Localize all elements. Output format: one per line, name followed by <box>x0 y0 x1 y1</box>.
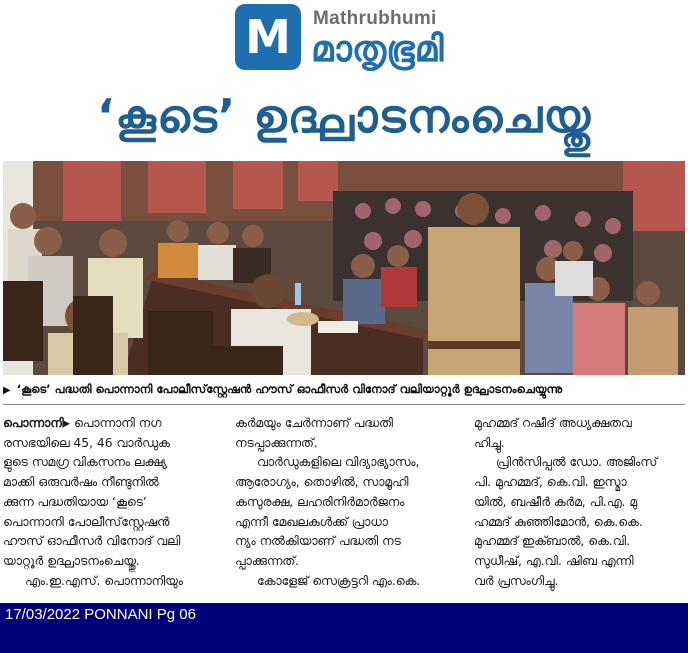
column-line: ക്കുന്ന പദ്ധതിയായ ‘കൂടെ’ <box>3 494 147 509</box>
photo-caption <box>3 381 685 399</box>
caption-text: ‘കൂടെ’ പദ്ധതി പൊന്നാനി പോലീസ്‌സ്റ്റേഷൻ ഹൗസ് ഓഫീസർ വിനോദ് വലിയാറ്റൂർ ഉദ്ഘാടനംചെയ്യുന്നു <box>16 382 563 396</box>
column-line: വാർഡുകളിലെ വിദ്യാഭ്യാസം, <box>257 455 420 470</box>
column-line: കർമയും ചേർന്നാണ് പദ്ധതി <box>235 416 393 430</box>
news-photo <box>3 161 685 375</box>
footer-bar <box>0 603 688 653</box>
column-line: നടപ്പാക്കുന്നത്. <box>235 435 318 450</box>
column-line: സുധീഷ്, എ.വി. ഷിബ എന്നി <box>474 553 634 568</box>
article-column-3 <box>474 414 685 591</box>
column-line: പ്രിൻസിപ്പൽ ഡോ. അജിംസ് <box>496 455 658 470</box>
column-line: മുഹമ്മദ് ഇക്ബാൽ, കെ.വി. <box>474 534 631 549</box>
column-line: കോളേജ് സെക്രട്ടറി എം.കെ. <box>257 573 421 588</box>
column-line: ഹമ്മദ് കുഞ്ഞിമോൻ, കെ.കെ. <box>474 514 643 529</box>
column-line: എന്നീ മേഖലകൾക്ക് പ്രാധാ <box>235 514 388 529</box>
column-line: മുഹമ്മദ് റഷീദ് അധ്യക്ഷതവ <box>474 416 632 430</box>
column-line: ആരോഗ്യം, തൊഴിൽ, സാമൂഹി <box>235 475 409 490</box>
column-line: കസുരക്ഷ, ലഹരിനിർമാർജനം <box>235 494 405 509</box>
column-line: ഹൗസ് ഓഫീസർ വിനോദ് വലി <box>3 534 181 549</box>
column-line: ന്യം നൽകിയാണ് പദ്ധതി നട <box>235 534 401 549</box>
column-line: ളുടെ സമഗ്ര വികസനം ലക്ഷ്യ <box>3 455 167 470</box>
caption-play-icon: ▶ <box>3 385 11 396</box>
mathrubhumi-logo <box>235 4 525 74</box>
column-line: യിൽ, ബഷീർ കർമ, പി.എ. മു <box>474 494 638 509</box>
article-column-1 <box>3 414 219 591</box>
dateline: പൊന്നാനി <box>3 416 64 430</box>
column-line: പൊന്നാനി പോലീസ്‌സ്റ്റേഷൻ <box>3 514 170 529</box>
logo-mark-icon <box>235 4 301 70</box>
caption-divider <box>3 404 685 405</box>
article-column-2 <box>235 414 461 591</box>
column-line: ഹിച്ചു. <box>474 435 505 450</box>
article-headline: ‘കൂടെ’ ഉദ്ഘാടനംചെയ്തു <box>96 89 592 143</box>
column-line: പി. മുഹമ്മദ്, കെ.വി. ഇസ്മാ <box>474 475 627 490</box>
column-line: രസഭയിലെ 45, 46 വാർഡുക <box>3 435 170 450</box>
column-line: എം.ഇ.എസ്. പൊന്നാനിയും <box>25 573 183 588</box>
logo-english-name: Mathrubhumi <box>313 8 437 29</box>
edition-info: 17/03/2022 PONNANI Pg 06 <box>5 606 196 623</box>
column-line: പൊന്നാനി▸ പൊന്നാനി നഗ <box>3 416 162 430</box>
meeting-photo-drawing <box>3 161 685 375</box>
column-line: പ്പാക്കുന്നത്. <box>235 553 299 568</box>
column-line: യാറ്റൂർ ഉദ്ഘാടനംചെയ്തു. <box>3 553 140 568</box>
column-line: മാക്കി ഒരുവർഷം നീണ്ടുനിൽ <box>3 475 159 490</box>
logo-malayalam-name: മാതൃഭൂമി <box>311 29 444 70</box>
logo-letter: M <box>245 10 291 64</box>
dateline-arrow-icon: ▸ <box>63 416 74 430</box>
column-line: വർ പ്രസംഗിച്ചു. <box>474 573 559 588</box>
